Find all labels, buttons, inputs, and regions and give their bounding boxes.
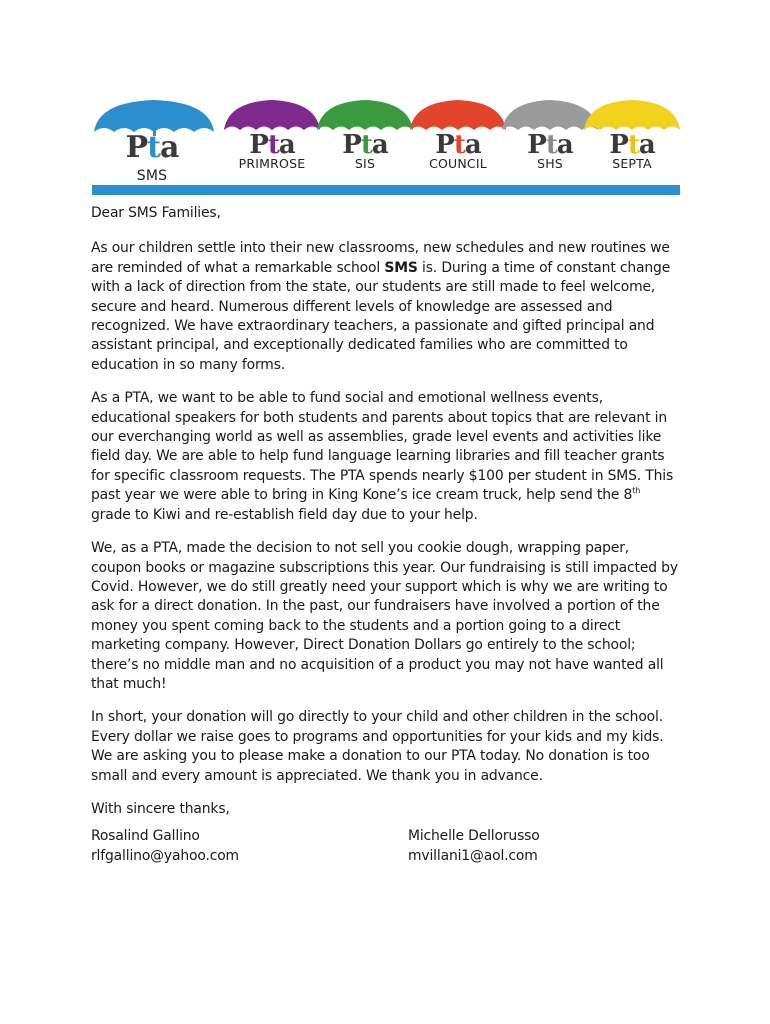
pta-word: Pta <box>527 130 573 160</box>
paragraph-2 <box>91 389 681 525</box>
signer-email: rlfgallino@yahoo.com <box>91 847 239 864</box>
paragraph-1-text-b: is. During a time of constant change with a lack of direction from the state, our students are still made to feel welcome, secure and heard. Numerous different levels of knowledge are assessed and recognized. We have extraordinary teachers, a passionate and gifted principal and assistant principal, and exceptionally dedicated families who are committed to education in so many forms. <box>91 259 671 373</box>
signatures <box>91 827 681 871</box>
letter-body <box>91 204 681 871</box>
greeting: Dear SMS Families, <box>91 205 221 221</box>
logo-label-shs: SHS <box>537 156 563 171</box>
logo-label-council: COUNCIL <box>429 156 487 171</box>
closing: With sincere thanks, <box>91 800 230 817</box>
logo-label-septa: SEPTA <box>612 156 652 171</box>
signer-email: mvillani1@aol.com <box>408 847 538 864</box>
signer-name: Michelle Dellorusso <box>408 828 540 845</box>
logo-label-sms: SMS <box>136 168 168 184</box>
ordinal-suffix: th <box>632 486 641 496</box>
logo-label-sis: SIS <box>354 156 376 171</box>
pta-logo-row <box>92 96 682 188</box>
paragraph-2-text-a: As a PTA, we want to be able to fund social and emotional wellness events, educational speakers for both students and parents about topics that are relevant in our everchanging world as well as assemblies, grade level events and activities like field day. We are able to help fund language learning libraries and fill teacher grants for specific classroom requests. The PTA spends nearly $100 per student in SMS. This past year we were able to bring in King Kone’s ice cream truck, help send the 8 <box>91 390 674 504</box>
signature-block-2 <box>408 827 540 866</box>
pta-word: Pta <box>249 130 295 160</box>
paragraph-4: In short, your donation will go directly to your child and other children in the school. Every dollar we raise goes to programs and opportunities for your kids and my kids. We are asking you to please make a donation to our PTA today. No donation is too small and every amount is appreciated. We thank you in advance. <box>91 709 664 784</box>
header-divider-bar <box>92 185 680 195</box>
paragraph-2-text-b: grade to Kiwi and re-establish field day due to your help. <box>91 506 478 523</box>
pta-word: Pta <box>609 130 655 160</box>
pta-septa-logo <box>572 96 692 188</box>
pta-word: Pta <box>342 130 388 160</box>
logo-label-primrose: PRIMROSE <box>238 156 306 171</box>
pta-sms-logo <box>92 96 212 188</box>
pta-word: Pta <box>125 130 179 165</box>
paragraph-1-text-a: As our children settle into their new classrooms, new schedules and new routines we are reminded of what a remarkable school <box>91 240 670 276</box>
paragraph-3: We, as a PTA, made the decision to not sell you cookie dough, wrapping paper, coupon books or magazine subscriptions this year. Our fundraising is still impacted by Covid. However, we do still greatly need your support which is why we are writing to ask for a direct donation. In the past, our fundraisers have involved a portion of the money you spent coming back to the students and a portion going to a direct marketing company. However, Direct Donation Dollars go entirely to the school; there’s no middle man and no acquisition of a product you may not have wanted all that much! <box>91 540 678 692</box>
signature-block-1 <box>91 827 239 866</box>
pta-word: Pta <box>435 130 481 160</box>
paragraph-1-bold: SMS <box>384 259 418 276</box>
paragraph-1 <box>91 239 681 375</box>
signer-name: Rosalind Gallino <box>91 828 200 845</box>
